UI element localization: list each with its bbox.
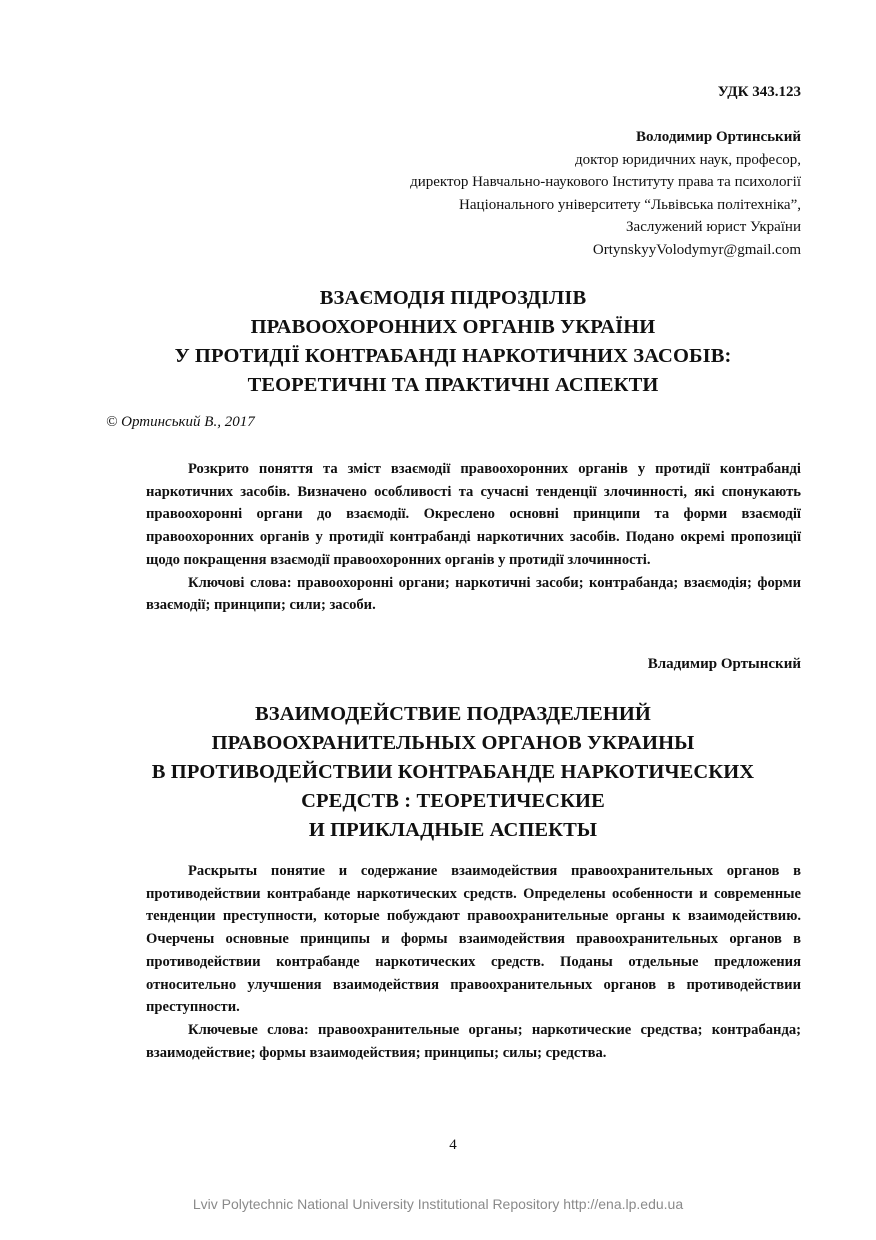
title-line: ТЕОРЕТИЧНІ ТА ПРАКТИЧНІ АСПЕКТИ [247,374,659,396]
title-line: СРЕДСТВ : ТЕОРЕТИЧЕСКИЕ [301,790,605,812]
page-number: 4 [449,1137,457,1153]
keywords-ua: Ключові слова: правоохоронні органи; наркотичні засоби; контрабанда; взаємодія; форми взаємодії; принципи; сили; засоби. [146,574,801,614]
abstract-ua [146,458,801,617]
author-name-ru: Владимир Ортынский [647,656,801,672]
keywords-ru: Ключевые слова: правоохранительные органы; наркотические средства; контрабанда; взаимодействие; формы взаимодействия; принципы; силы; средства. [146,1021,801,1061]
title-line: ВЗАИМОДЕЙСТВИЕ ПОДРАЗДЕЛЕНИЙ [255,703,651,725]
title-line: В ПРОТИВОДЕЙСТВИИ КОНТРАБАНДЕ НАРКОТИЧЕСКИХ [151,761,755,783]
author-email: OrtynskyyVolodymyr@gmail.com [592,241,801,258]
author-position: директор Навчально-наукового Інституту права та психології [410,174,801,191]
author-info-ua [410,126,801,262]
author-university: Національного університету “Львівська політехніка”, [459,196,801,213]
title-line: И ПРИКЛАДНЫЕ АСПЕКТЫ [308,819,598,841]
repository-footer: Lviv Polytechnic National University Institutional Repository http://ena.lp.edu.ua [192,1196,684,1212]
udk-code: УДК 343.123 [717,84,801,100]
article-title-ua [0,284,876,400]
copyright: © Ортинський В., 2017 [106,414,255,430]
author-title: Заслужений юрист України [626,219,801,236]
abstract-text-ru: Раскрыты понятие и содержание взаимодействия правоохранительных органов в противодействии контрабанде наркотических средств. Определены особенности и современные тенденции преступности, которые побуждают правоохранительные органы к взаимодействию. Очерчены основные принципы и формы взаимодействия правоохранительных органов в противодействии контрабанде наркотических средств. Поданы отдельные предложения относительно улучшения взаимодействия правоохранительных органов в противодействии преступности. [146,863,801,1016]
article-title-ru [0,700,876,845]
title-line: ВЗАЄМОДІЯ ПІДРОЗДІЛІВ [319,287,587,309]
author-name-ua: Володимир Ортинський [636,129,801,145]
abstract-ru [146,860,801,1064]
title-line: ПРАВООХРАНИТЕЛЬНЫХ ОРГАНОВ УКРАИНЫ [211,732,695,754]
title-line: У ПРОТИДІЇ КОНТРАБАНДІ НАРКОТИЧНИХ ЗАСОБІВ: [174,345,732,367]
title-line: ПРАВООХОРОННИХ ОРГАНІВ УКРАЇНИ [250,316,656,338]
author-degree: доктор юридичних наук, професор, [575,151,801,168]
abstract-text-ua: Розкрито поняття та зміст взаємодії правоохоронних органів у протидії контрабанді наркотичних засобів. Визначено особливості та сучасні тенденції злочинності, які спонукають правоохоронні органи до взаємодії. Окреслено основні принципи та форми взаємодії правоохоронних органів у протидії контрабанді наркотичних засобів. Подано окремі пропозиції щодо покращення взаємодії правоохоронних органів у протидії злочинності. [146,461,801,568]
